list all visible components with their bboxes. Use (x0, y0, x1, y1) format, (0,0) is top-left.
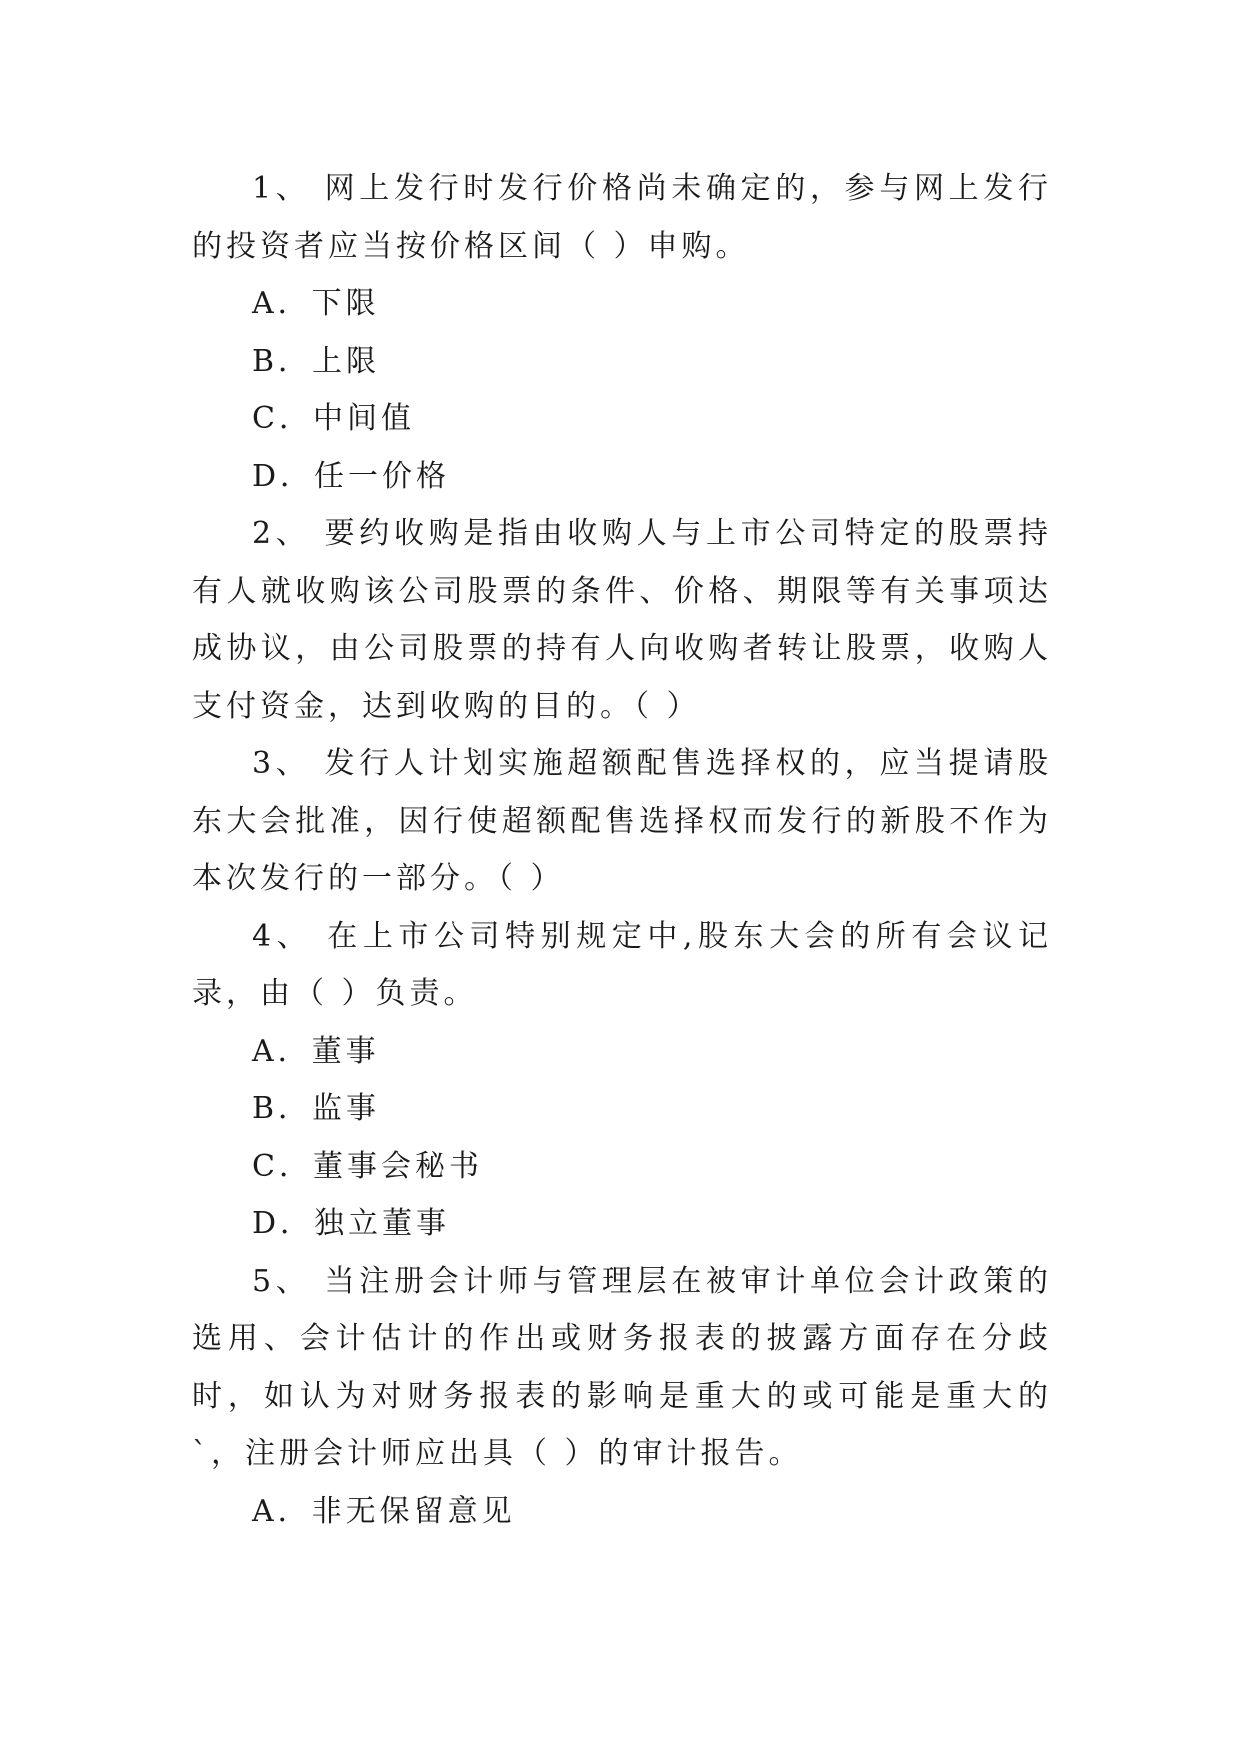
question-4-option-b: B．监事 (252, 1091, 381, 1126)
question-4-option-c: C．董事会秘书 (252, 1148, 483, 1184)
question-1-option-a: A．下限 (252, 286, 380, 321)
question-1-option-b: B．上限 (252, 343, 381, 379)
question-3: 3、 发行人计划实施超额配售选择权的，应当提请股东大会批准，因行使超额配售选择权而发行的新股不作为本次发行的一部分。（ ） (192, 746, 1052, 896)
question-4-option-d: D．独立董事 (252, 1206, 451, 1241)
question-1-option-c: C．中间值 (252, 401, 415, 436)
question-list (192, 160, 1052, 1540)
question-4: 4、 在上市公司特别规定中,股东大会的所有会议记录，由（ ）负责。 (192, 918, 1052, 1011)
question-4-option-a: A．董事 (252, 1033, 380, 1069)
question-5: 5、 当注册会计师与管理层在被审计单位会计政策的选用、会计估计的作出或财务报表的披露方面存在分歧时，如认为对财务报表的影响是重大的或可能是重大的`，注册会计师应出具（ ）的审计报告。 (192, 1263, 1052, 1471)
question-5-option-a: A．非无保留意见 (252, 1493, 516, 1529)
question-1: 1、 网上发行时发行价格尚未确定的，参与网上发行的投资者应当按价格区间（ ）申购。 (192, 171, 1052, 264)
question-2: 2、 要约收购是指由收购人与上市公司特定的股票持有人就收购该公司股票的条件、价格、期限等有关事项达成协议，由公司股票的持有人向收购者转让股票，收购人支付资金，达到收购的目的。（ ） (192, 516, 1052, 724)
question-1-option-d: D．任一价格 (252, 458, 451, 494)
